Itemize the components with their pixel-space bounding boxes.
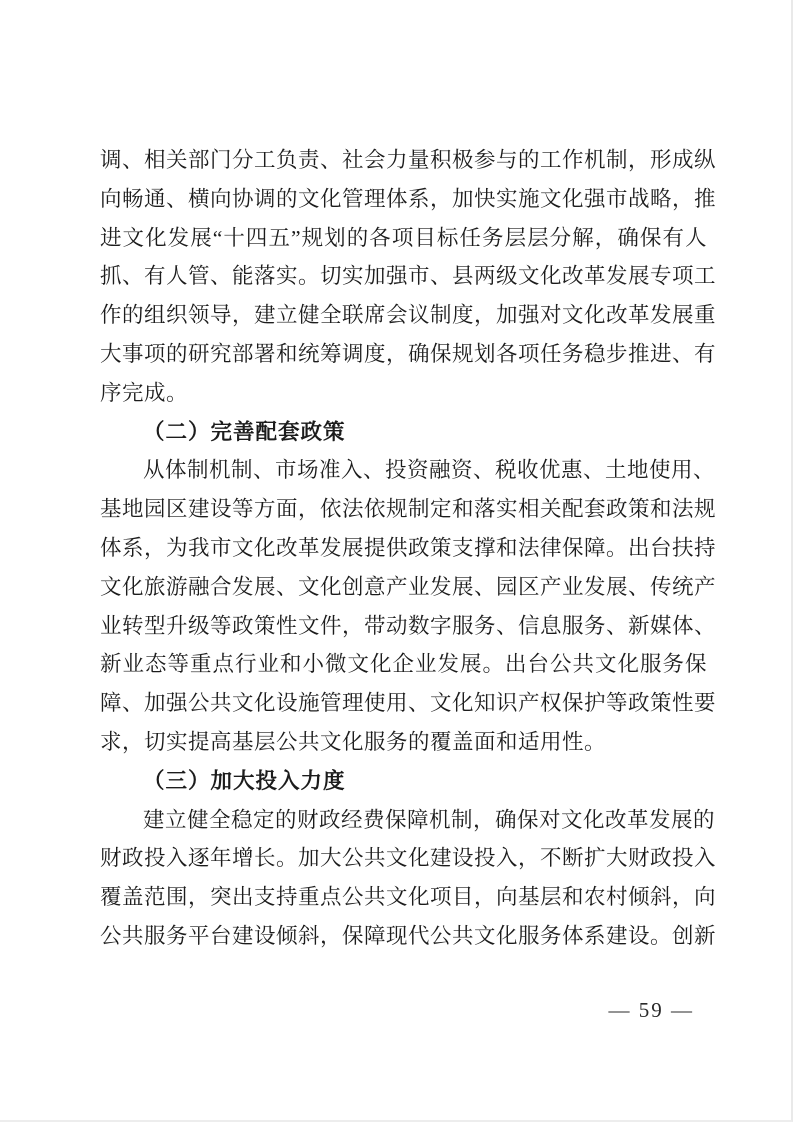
text-line: 基地园区建设等方面，依法依规制定和落实相关配套政策和法规 (100, 497, 717, 522)
section-heading: （二）完善配套政策 (143, 419, 346, 444)
page-number: — 59 — (608, 998, 694, 1022)
text-line: 覆盖范围，突出支持重点公共文化项目，向基层和农村倾斜，向 (100, 885, 717, 910)
text-line: 序完成。 (100, 380, 189, 405)
text-line: 作的组织领导，建立健全联席会议制度，加强对文化改革发展重 (100, 303, 717, 328)
text-line: 从体制机制、市场准入、投资融资、税收优惠、土地使用、 (143, 458, 716, 483)
text-line: 大事项的研究部署和统筹调度，确保规划各项任务稳步推进、有 (100, 341, 717, 366)
paragraph (100, 801, 717, 956)
section-heading: （三）加大投入力度 (143, 768, 346, 793)
text-line: 向畅通、横向协调的文化管理体系，加快实施文化强市战略，推 (100, 186, 717, 211)
page-body (100, 141, 717, 956)
text-line: 抓、有人管、能落实。切实加强市、县两级文化改革发展专项工 (100, 264, 717, 289)
text-line: 公共服务平台建设倾斜，保障现代公共文化服务体系建设。创新 (100, 923, 717, 948)
text-line: 求，切实提高基层公共文化服务的覆盖面和适用性。 (100, 729, 607, 754)
paragraph (100, 451, 717, 761)
text-line: 进文化发展“十四五”规划的各项目标任务层层分解，确保有人 (100, 225, 707, 250)
text-line: 财政投入逐年增长。加大公共文化建设投入，不断扩大财政投入 (100, 846, 717, 871)
text-line: 建立健全稳定的财政经费保障机制，确保对文化改革发展的 (143, 807, 716, 832)
text-line: 文化旅游融合发展、文化创意产业发展、园区产业发展、传统产 (100, 574, 717, 599)
text-line: 业转型升级等政策性文件，带动数字服务、信息服务、新媒体、 (100, 613, 717, 638)
paragraph (100, 141, 717, 413)
text-line: 新业态等重点行业和小微文化企业发展。出台公共文化服务保 (100, 652, 707, 677)
text-line: 障、加强公共文化设施管理使用、文化知识产权保护等政策性要 (100, 691, 717, 716)
text-line: 体系，为我市文化改革发展提供政策支撑和法律保障。出台扶持 (100, 535, 717, 560)
text-line: 调、相关部门分工负责、社会力量积极参与的工作机制，形成纵 (100, 148, 717, 172)
